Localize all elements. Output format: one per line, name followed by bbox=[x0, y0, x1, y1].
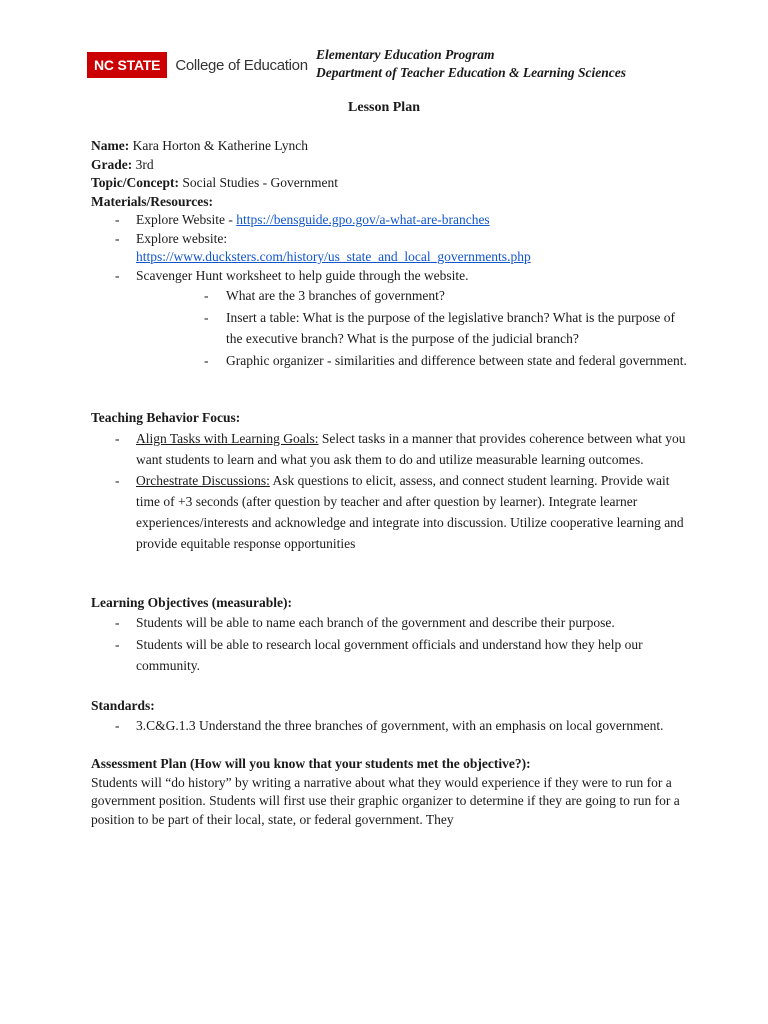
teaching-item-body: Select tasks in a manner that provides coherence between what you want students to learn and what you ask them to do and utilize measurable learning outcomes. bbox=[136, 430, 686, 467]
program-name: Elementary Education Program bbox=[316, 47, 495, 62]
standards-list bbox=[91, 715, 691, 736]
list-item bbox=[91, 428, 691, 470]
list-item bbox=[91, 267, 691, 372]
name-row bbox=[91, 137, 691, 156]
name-value: Kara Horton & Katherine Lynch bbox=[132, 138, 309, 153]
program-heading bbox=[316, 46, 626, 82]
grade-row bbox=[91, 156, 691, 175]
teaching-list bbox=[91, 428, 691, 554]
topic-value: Social Studies - Government bbox=[182, 175, 338, 190]
page-title: Lesson Plan bbox=[348, 100, 420, 115]
list-item: - Insert a table: What is the purpose of the legislative branch? What is the purpose of the executive branch? What is the purpose of the judicial branch? bbox=[136, 307, 691, 350]
list-item bbox=[91, 470, 691, 554]
objectives-list bbox=[91, 612, 691, 677]
list-item: - What are the 3 branches of government? bbox=[136, 285, 691, 307]
list-item bbox=[91, 211, 691, 230]
materials-heading: Materials/Resources: bbox=[91, 193, 213, 209]
name-label: Name: bbox=[91, 138, 130, 153]
list-item: - 3.C&G.1.3 Understand the three branches of government, with an emphasis on local government. bbox=[91, 715, 691, 736]
standards-heading: Standards: bbox=[91, 697, 155, 713]
teaching-item-title: Align Tasks with Learning Goals: bbox=[136, 430, 319, 446]
grade-value: 3rd bbox=[135, 156, 154, 172]
ncstate-logo bbox=[87, 52, 308, 78]
materials-item-text: Explore website: bbox=[136, 230, 228, 246]
objectives-heading: Learning Objectives (measurable): bbox=[91, 594, 292, 610]
list-item: - Students will be able to research local government officials and understand how they help our community. bbox=[91, 634, 691, 677]
list-item: - Graphic organizer - similarities and difference between state and federal government. bbox=[136, 350, 691, 372]
ducksters-link[interactable]: https://www.ducksters.com/history/us_state_and_local_governments.php bbox=[136, 249, 531, 264]
topic-row bbox=[91, 174, 691, 193]
materials-item-text: Explore Website - bbox=[136, 212, 237, 227]
teaching-item-body: Ask questions to elicit, assess, and connect student learning. Provide wait time of +3 seconds (after question by teacher and after question by learner). Integrate learner experiences/interests and acknowledge and integrate into discussion. Utilize cooperative learning and provide equitable response opportunities bbox=[136, 472, 684, 551]
topic-label: Topic/Concept: bbox=[91, 175, 180, 190]
materials-item-text: Scavenger Hunt worksheet to help guide through the website. bbox=[136, 267, 469, 283]
logo-text: College of Education bbox=[175, 56, 308, 74]
worksheet-sublist bbox=[136, 285, 691, 371]
document-body bbox=[91, 137, 691, 829]
list-item bbox=[91, 230, 691, 267]
assessment-body: Students will “do history” by writing a narrative about what they would experience if they were to run for a government position. Students will first use their graphic organizer to determine if they are going to run for a position to be part of their local, state, or federal government. They bbox=[91, 774, 680, 827]
teaching-heading: Teaching Behavior Focus: bbox=[91, 410, 241, 425]
bensguide-link[interactable]: https://bensguide.gpo.gov/a-what-are-branches bbox=[236, 212, 490, 227]
grade-label: Grade: bbox=[91, 156, 133, 172]
materials-list bbox=[91, 211, 691, 371]
department-name: Department of Teacher Education & Learning Sciences bbox=[316, 65, 626, 80]
logo-badge: NC STATE bbox=[87, 52, 167, 78]
list-item: - Students will be able to name each branch of the government and describe their purpose. bbox=[91, 612, 691, 634]
assessment-heading: Assessment Plan (How will you know that your students met the objective?): bbox=[91, 756, 531, 771]
teaching-item-title: Orchestrate Discussions: bbox=[136, 472, 270, 488]
